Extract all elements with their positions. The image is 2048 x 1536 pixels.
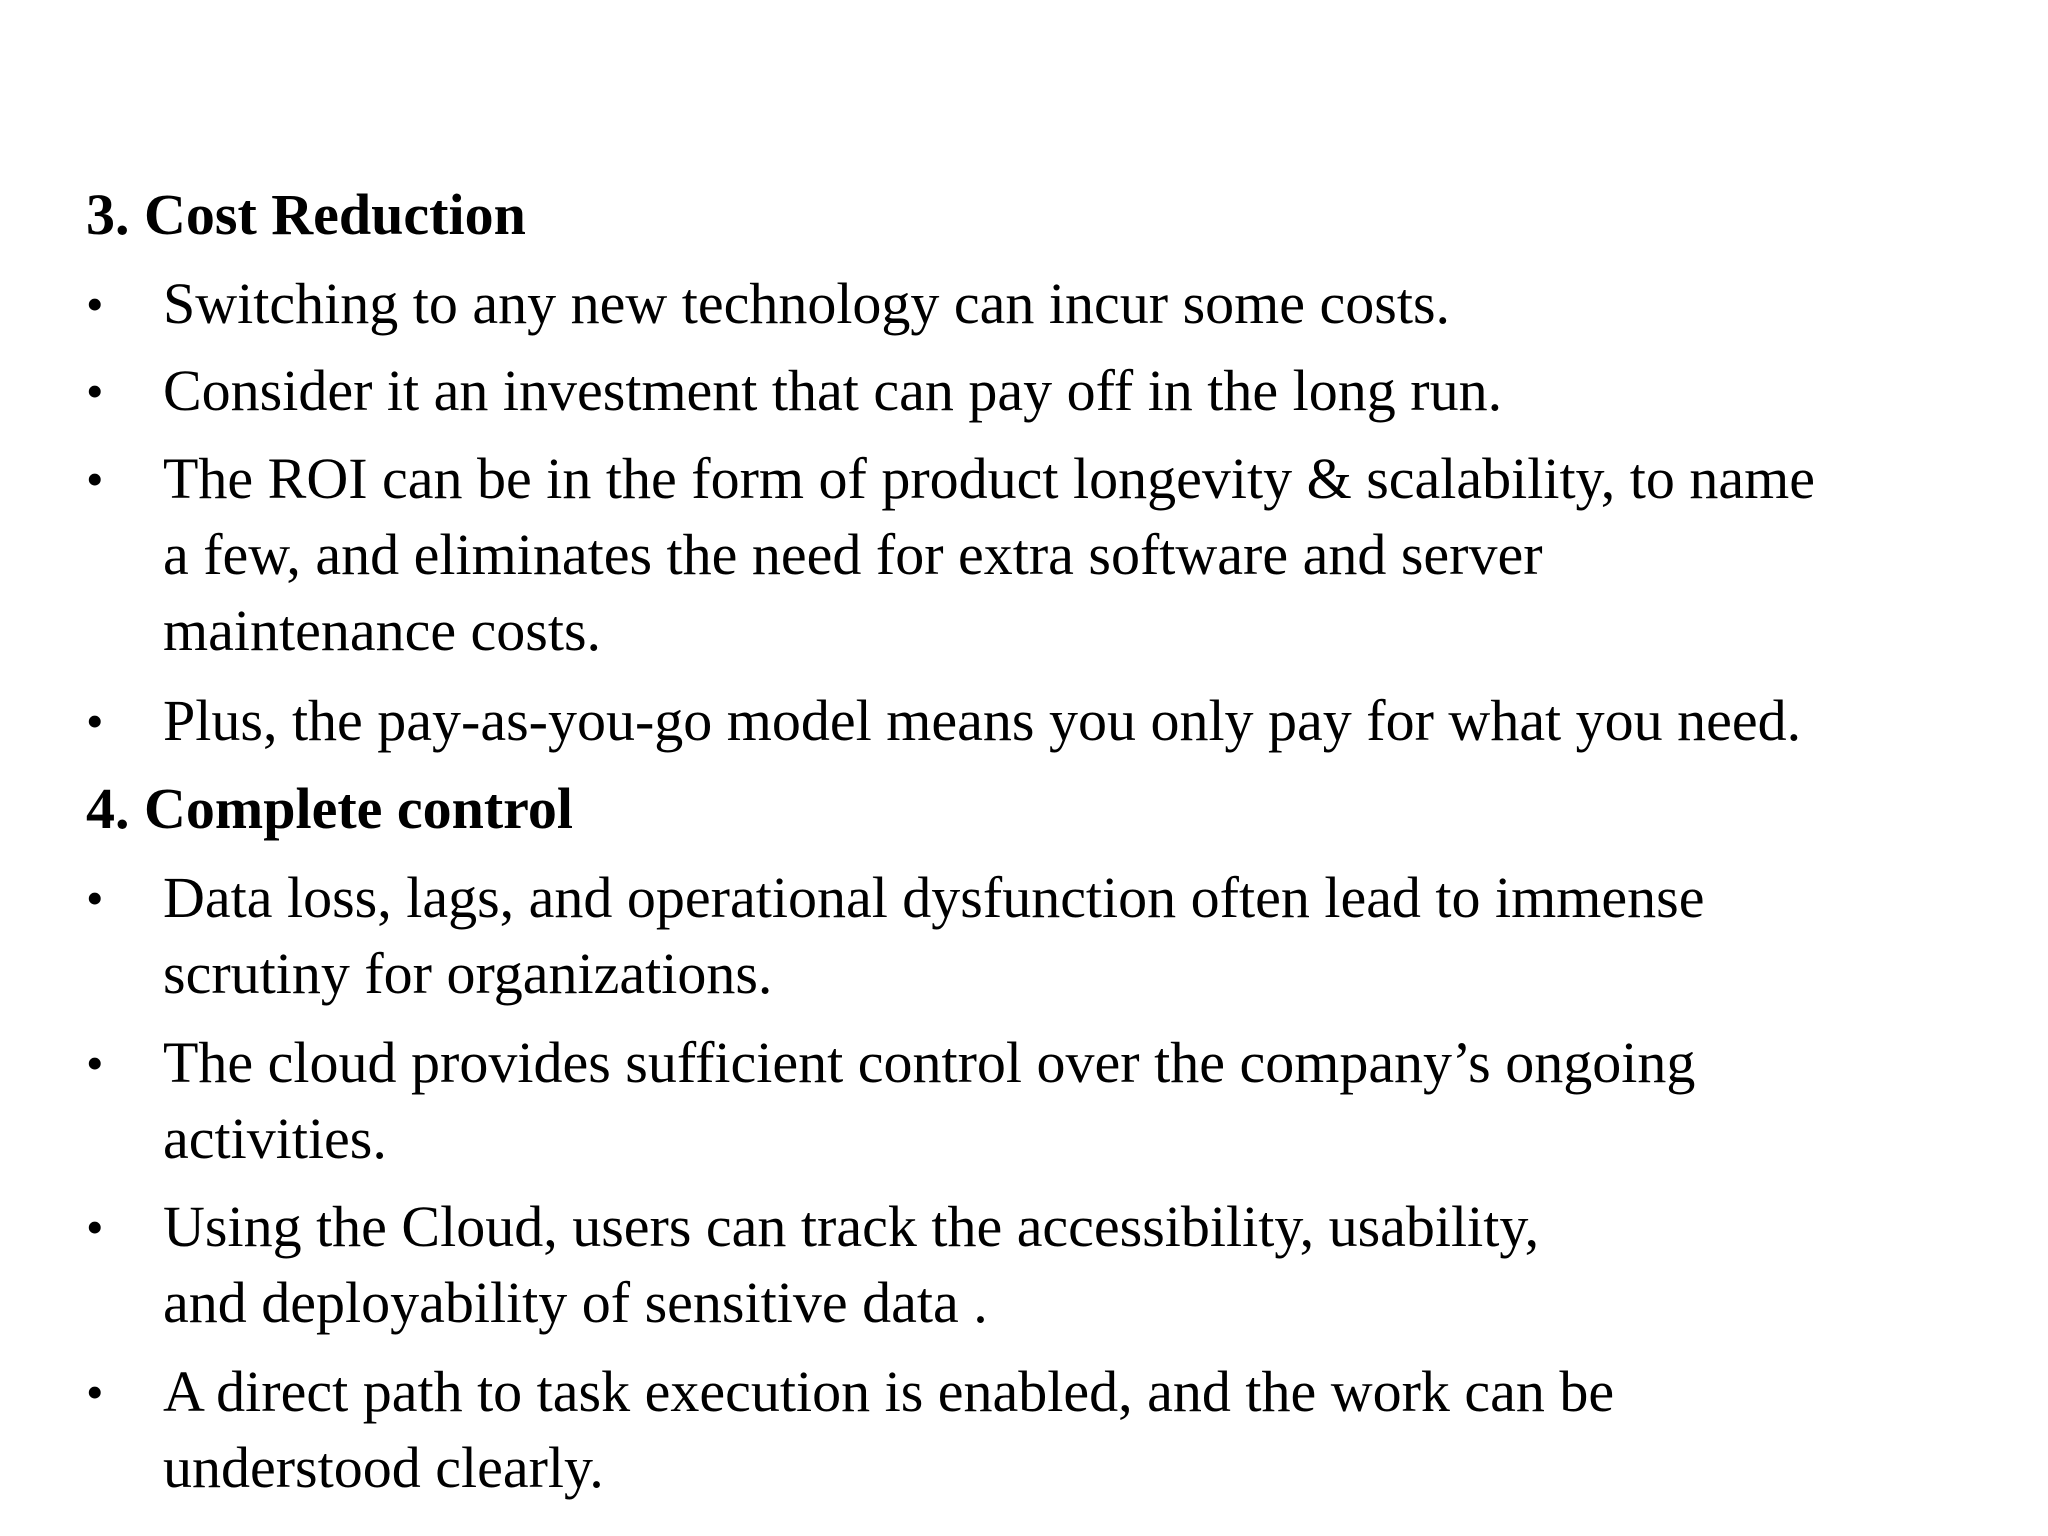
bullet-dot: • [86, 693, 104, 749]
bullet-dot: • [86, 1199, 104, 1255]
bullet-dot: • [86, 1035, 104, 1091]
bullet-dot: • [86, 363, 104, 419]
bullet-text: Plus, the pay-as-you-go model means you only pay for what you need. [163, 688, 1802, 753]
bullet-text: The ROI can be in the form of product longevity & scalability, to name a few, and eliminates the need for extra software and server maintenance costs. [163, 446, 1816, 663]
bullet-text: A direct path to task execution is enabled, and the work can be understood clearly. [163, 1359, 1615, 1500]
bullet-text: Consider it an investment that can pay off in the long run. [163, 358, 1503, 423]
bullet-text: The cloud provides sufficient control over the company’s ongoing activities. [163, 1030, 1696, 1171]
bullet-dot: • [86, 1364, 104, 1420]
bullet-text: Using the Cloud, users can track the accessibility, usability, and deployability of sensitive data . [163, 1194, 1540, 1335]
bullet-text: Switching to any new technology can incur some costs. [163, 271, 1451, 336]
bullet-dot: • [86, 276, 104, 332]
bullet-dot: • [86, 870, 104, 926]
section-heading-cost-reduction: 3. Cost Reduction [86, 182, 526, 247]
bullet-text: Data loss, lags, and operational dysfunction often lead to immense scrutiny for organizations. [163, 865, 1705, 1006]
section-heading-complete-control: 4. Complete control [86, 776, 573, 841]
bullet-dot: • [86, 451, 104, 507]
